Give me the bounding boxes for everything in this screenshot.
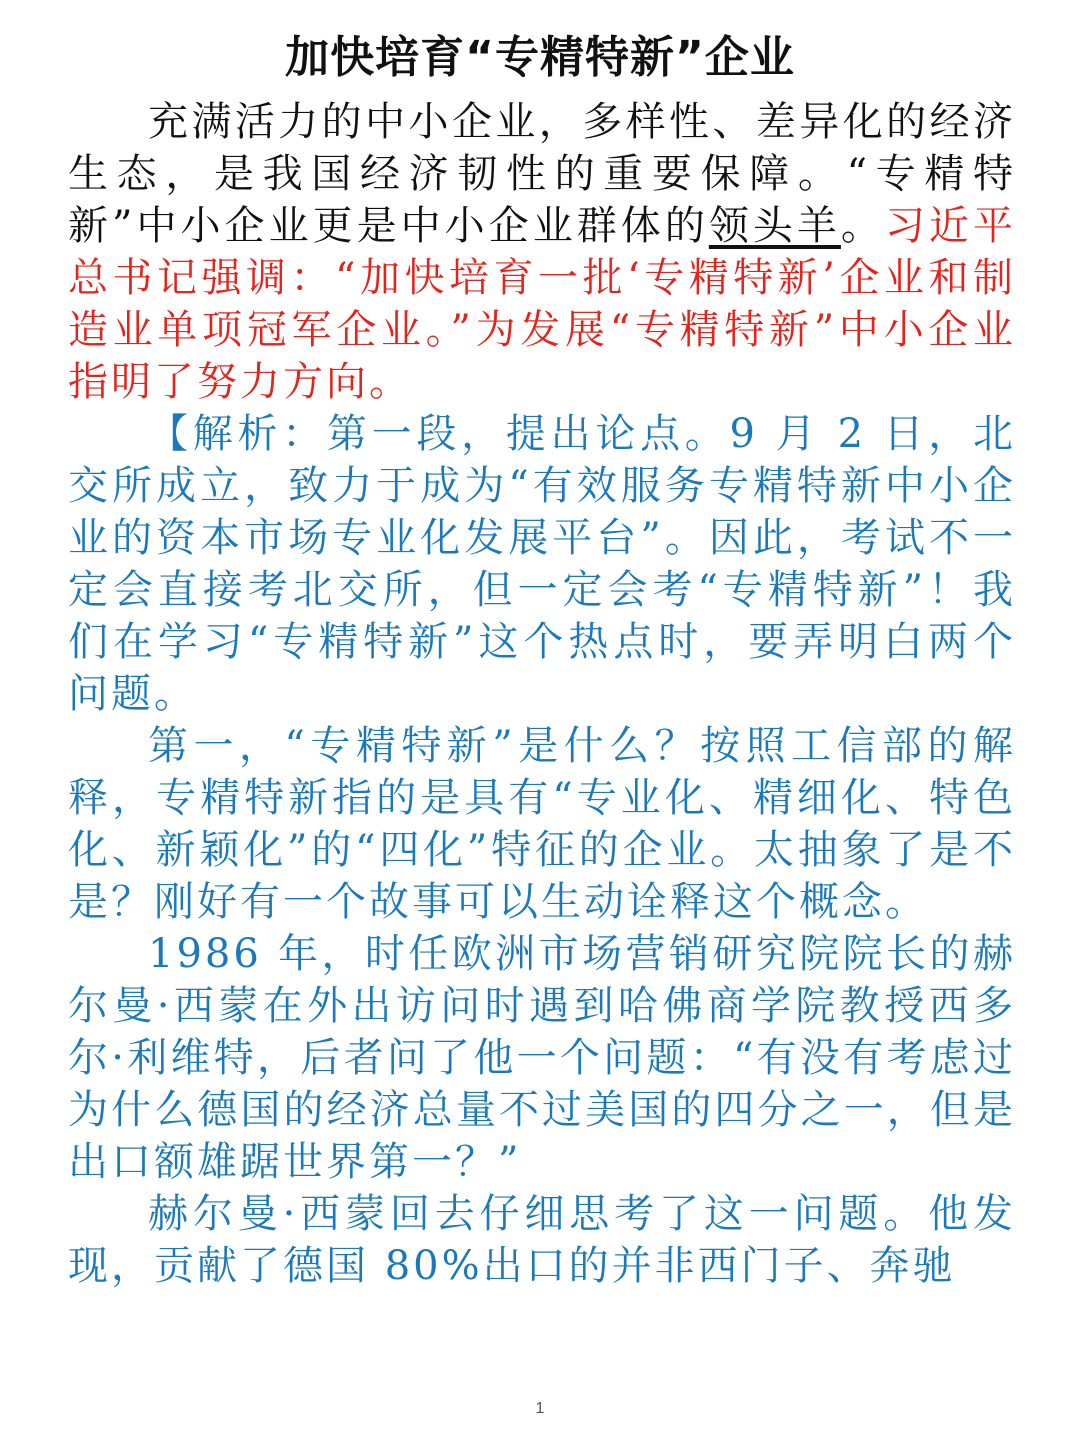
document-body	[68, 96, 1016, 1292]
document-title: 加快培育“专精特新”企业	[285, 32, 795, 83]
paragraph-continuation: 赫尔曼·西蒙回去仔细思考了这一问题。他发现，贡献了德国 80%出口的并非西门子、奔驰	[68, 1191, 1016, 1289]
underlined-phrase: 领头羊	[708, 203, 841, 249]
highlighted-quote: 习近平总书记强调：“加快培育一批‘专精特新’企业和制造业单项冠军企业。”为发展“专精特新”中小企业指明了努力方向。	[68, 203, 1017, 405]
page-number: 1	[535, 1400, 545, 1417]
paragraph-definition: 第一，“专精特新”是什么？按照工信部的解释，专精特新指的是具有“专业化、精细化、特色化、新颖化”的“四化”特征的企业。太抽象了是不是？刚好有一个故事可以生动诠释这个概念。	[68, 723, 1016, 925]
paragraph-intro	[68, 96, 1016, 408]
intro-text-1: 充满活力的中小企业，多样性、差异化的经济生态，是我国经济韧性的重要保障。“专精特新”中小企业更是中小企业群体的	[68, 99, 1016, 249]
intro-text-2: 。	[840, 203, 885, 249]
paragraph-analysis: 【解析：第一段，提出论点。9 月 2 日，北交所成立，致力于成为“有效服务专精特新中小企业的资本市场专业化发展平台”。因此，考试不一定会直接考北交所，但一定会考“专精特新”！我们在学习“专精特新”这个热点时，要弄明白两个问题。	[68, 411, 1016, 717]
paragraph-story: 1986 年，时任欧洲市场营销研究院院长的赫尔曼·西蒙在外出访问时遇到哈佛商学院教授西多尔·利维特，后者问了他一个问题：“有没有考虑过为什么德国的经济总量不过美国的四分之一，但是出口额雄踞世界第一？”	[68, 931, 1016, 1185]
